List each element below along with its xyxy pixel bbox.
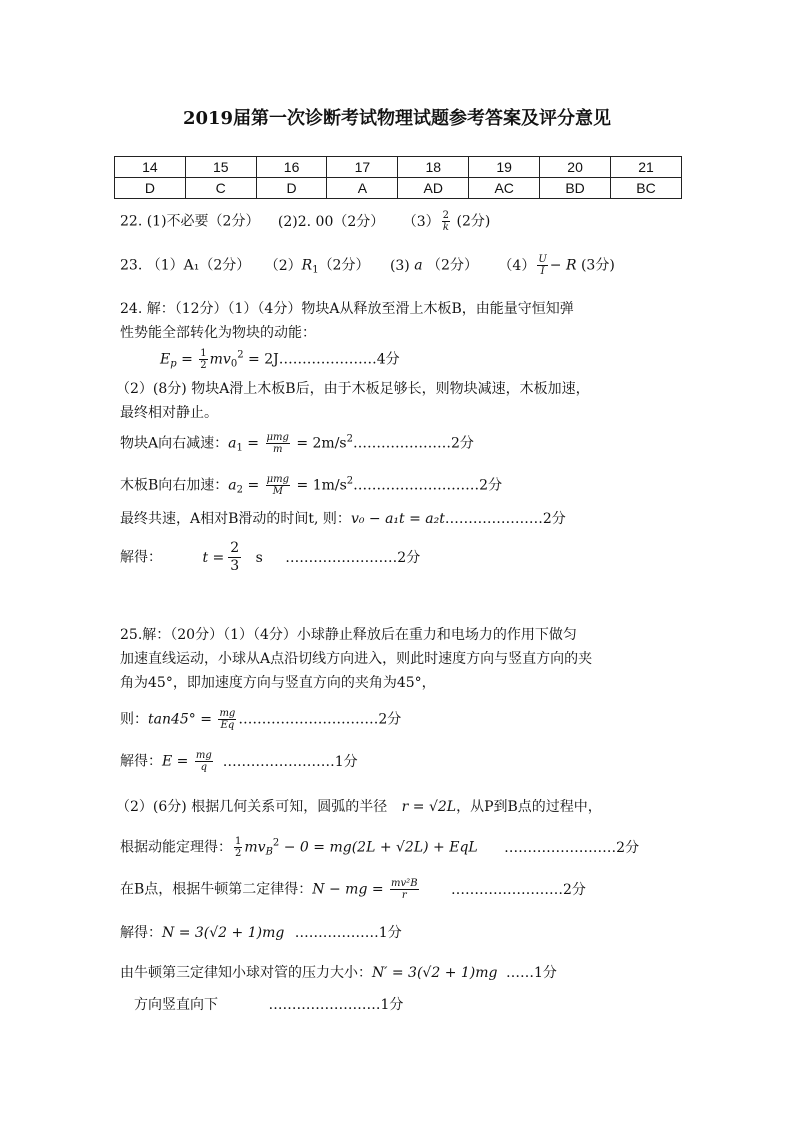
table-cell: C (185, 178, 256, 199)
q22-fraction: $\frac{2}{k}$ (442, 210, 450, 233)
table-cell: 14 (115, 157, 186, 178)
q24-energy-equation: $E_p$ = $\frac{1}{2}$ $mv_0^2$ = 2J…………………4分 (160, 348, 400, 371)
q24-line1: 24. 解：（12分）（1）（4分）物块A从释放至滑上木板B，由能量守恒知弹 (120, 301, 574, 317)
q25-line3: 角为45°，即加速度方向与竖直方向的夹角为45°， (120, 675, 436, 691)
q23-number: 23. (120, 257, 143, 274)
q23-line: 23. （1）A₁（2分） $(2)R_1(2$分） (3) a （2分） （4） $\frac{U}{I}$ − R (3分) (120, 254, 615, 277)
table-cell: 15 (185, 157, 256, 178)
table-cell: 19 (469, 157, 540, 178)
q25-radius-line: （2）(6分) 根据几何关系可知，圆弧的半径 r = √2L，从P到B点的过程中， (116, 799, 602, 815)
table-cell: AC (469, 178, 540, 199)
q22-number: 22. (120, 213, 143, 230)
q24-line4: 最终相对静止。 (120, 405, 218, 421)
q23-fraction: $\frac{U}{I}$ (538, 254, 547, 277)
q22-part1: (1)不必要（2分） (146, 213, 260, 230)
table-cell: D (256, 178, 327, 199)
table-cell: 20 (540, 157, 611, 178)
q22-part2: (2)2. 00（2分） (277, 213, 385, 230)
q23-part1: （1）A₁（2分） (146, 257, 251, 274)
q24-velocity-equation: 最终共速，A相对B滑动的时间t, 则：v₀ − a₁t = a₂t…………………2分 (120, 511, 566, 527)
q22-line (120, 210, 490, 233)
q24-line3: （2）(8分) 物块A滑上木板B后，由于木板足够长，则物块减速，木板加速， (116, 381, 590, 397)
table-row-numbers (115, 157, 682, 178)
answer-table (114, 156, 682, 199)
q25-kinetic-energy-equation: 根据动能定理得： $\frac{1}{2}$ $mv_B^2 - 0 = mg(2L + √2L)$ + EqL ……………………2分 (120, 836, 640, 859)
table-cell: D (115, 178, 186, 199)
q24-line2: 性势能全部转化为物块的动能： (120, 325, 316, 341)
q25-line1: 25.解：（20分）（1）（4分）小球静止释放后在重力和电场力的作用下做匀 (120, 627, 577, 643)
table-cell: 21 (611, 157, 682, 178)
table-cell: 18 (398, 157, 469, 178)
q25-field-result: 解得：E = $\frac{mg}{q}$ ……………………1分 (120, 750, 358, 773)
q25-newton-second-law: 在B点，根据牛顿第二定律得：N − mg = $\frac{\text{mv²B}}{r}$ ……………………2分 (120, 878, 586, 901)
q22-part3: （3） (402, 213, 440, 230)
table-cell: 16 (256, 157, 327, 178)
q24-a1-equation: 物块A向右减速：$a_1$ = $\frac{\text{μmg}}{m}$ = $2m/s^2\dots\dots\dots\dots\dots\dots\dots 2$分 (120, 432, 474, 455)
q25-direction: 方向竖直向下 ……………………1分 (134, 997, 404, 1013)
page-title: 2019届第一次诊断考试物理试题参考答案及评分意见 (182, 108, 612, 129)
table-cell: BC (611, 178, 682, 199)
q25-newton-third-law: 由牛顿第三定律知小球对管的压力大小：N′ = 3(√2 + 1)mg ……1分 (120, 965, 557, 981)
q24-time-result: 解得： t = $\frac{2}{3}$ s ……………………2分 (120, 540, 421, 574)
table-row-answers (115, 178, 682, 199)
table-cell: BD (540, 178, 611, 199)
q24-a2-equation: 木板B向右加速：$a_2$ = $\frac{\text{μmg}}{M}$ = $1m/s^2\dots\dots\dots\dots\dots\dots\dots\dots\dots 2$分 (120, 474, 503, 497)
table-cell: A (327, 178, 398, 199)
q25-tan-equation: 则：tan45° = $\frac{mg}{Eq}$ …………………………2分 (120, 708, 402, 731)
q22-score: (2分) (456, 213, 491, 230)
table-cell: AD (398, 178, 469, 199)
q25-line2: 加速直线运动，小球从A点沿切线方向进入，则此时速度方向与竖直方向的夹 (120, 651, 593, 667)
q25-normal-force-result: 解得：N = 3(√2 + 1)mg ………………1分 (120, 925, 402, 941)
table-cell: 17 (327, 157, 398, 178)
